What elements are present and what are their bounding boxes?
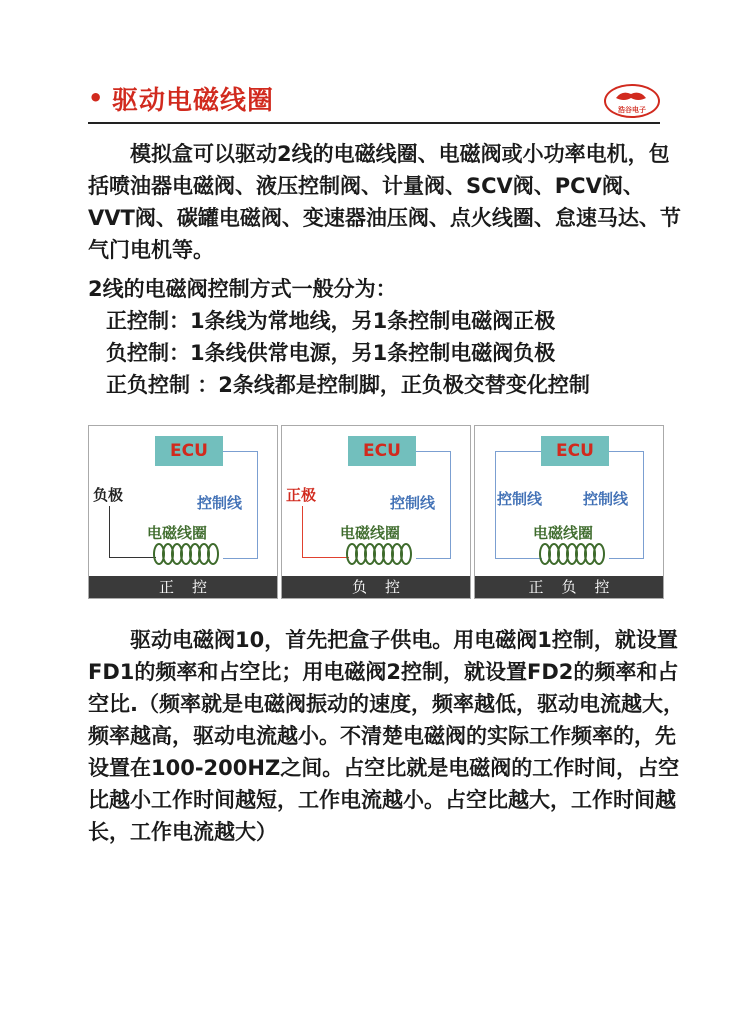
ecu-box: ECU [155,436,223,466]
company-logo [604,84,660,118]
coil-label: 电磁线圈 [340,524,401,542]
negative-control-line: 负控制：1条线供常电源，另1条控制电磁阀负极 [106,341,556,365]
handshake-icon [614,88,648,104]
control-wire-label-right: 控制线 [583,490,629,508]
coil-label: 电磁线圈 [147,524,208,542]
control-modes-intro: 2线的电磁阀控制方式一般分为： [88,277,397,301]
ecu-box: ECU [541,436,609,466]
pos-neg-control-line: 正负控制 ：2条线都是控制脚，正负极交替变化控制 [106,373,590,397]
diagram-caption: 负控 [282,576,470,598]
positive-label: 正极 [286,486,317,504]
diagram-pos-neg-control [474,425,664,599]
section-title: 驱动电磁线圈 [112,86,275,116]
intro-paragraph: 模拟盒可以驱动2线的电磁线圈、电磁阀或小功率电机，包括喷油器电磁阀、液压控制阀、计量阀、SCV阀、PCV阀、VVT阀、碳罐电磁阀、变速器油压阀、点火线圈、怠速马达、节气门电机等。 [88,142,681,262]
negative-label: 负极 [93,486,124,504]
logo-text: 浩谷电子 [618,106,646,114]
control-wire-label: 控制线 [390,494,436,512]
diagram-positive-control [88,425,278,599]
coil-icon [153,542,223,566]
diagram-caption: 正控 [89,576,277,598]
coil-icon [539,542,609,566]
usage-paragraph: 驱动电磁阀10，首先把盒子供电。用电磁阀1控制，就设置FD1的频率和占空比；用电磁阀2控制，就设置FD2的频率和占空比.（频率就是电磁阀振动的速度，频率越低，驱动电流越大，频率越高，驱动电流越小。不清楚电磁阀的实际工作频率的，先设置在100-200HZ之间。占空比就是电磁阀的工作时间，占空比越小工作时间越短，工作电流越小。占空比越大，工作时间越长，工作电流越大） [88,628,684,844]
section-header [88,78,660,124]
ecu-box: ECU [348,436,416,466]
control-wire-label-left: 控制线 [497,490,543,508]
bullet-icon: • [88,84,104,112]
positive-control-line: 正控制：1条线为常地线，另1条控制电磁阀正极 [106,309,556,333]
coil-icon [346,542,416,566]
coil-label: 电磁线圈 [533,524,594,542]
diagram-negative-control [281,425,471,599]
diagram-caption: 正负控 [475,576,663,598]
control-wire-label: 控制线 [197,494,243,512]
